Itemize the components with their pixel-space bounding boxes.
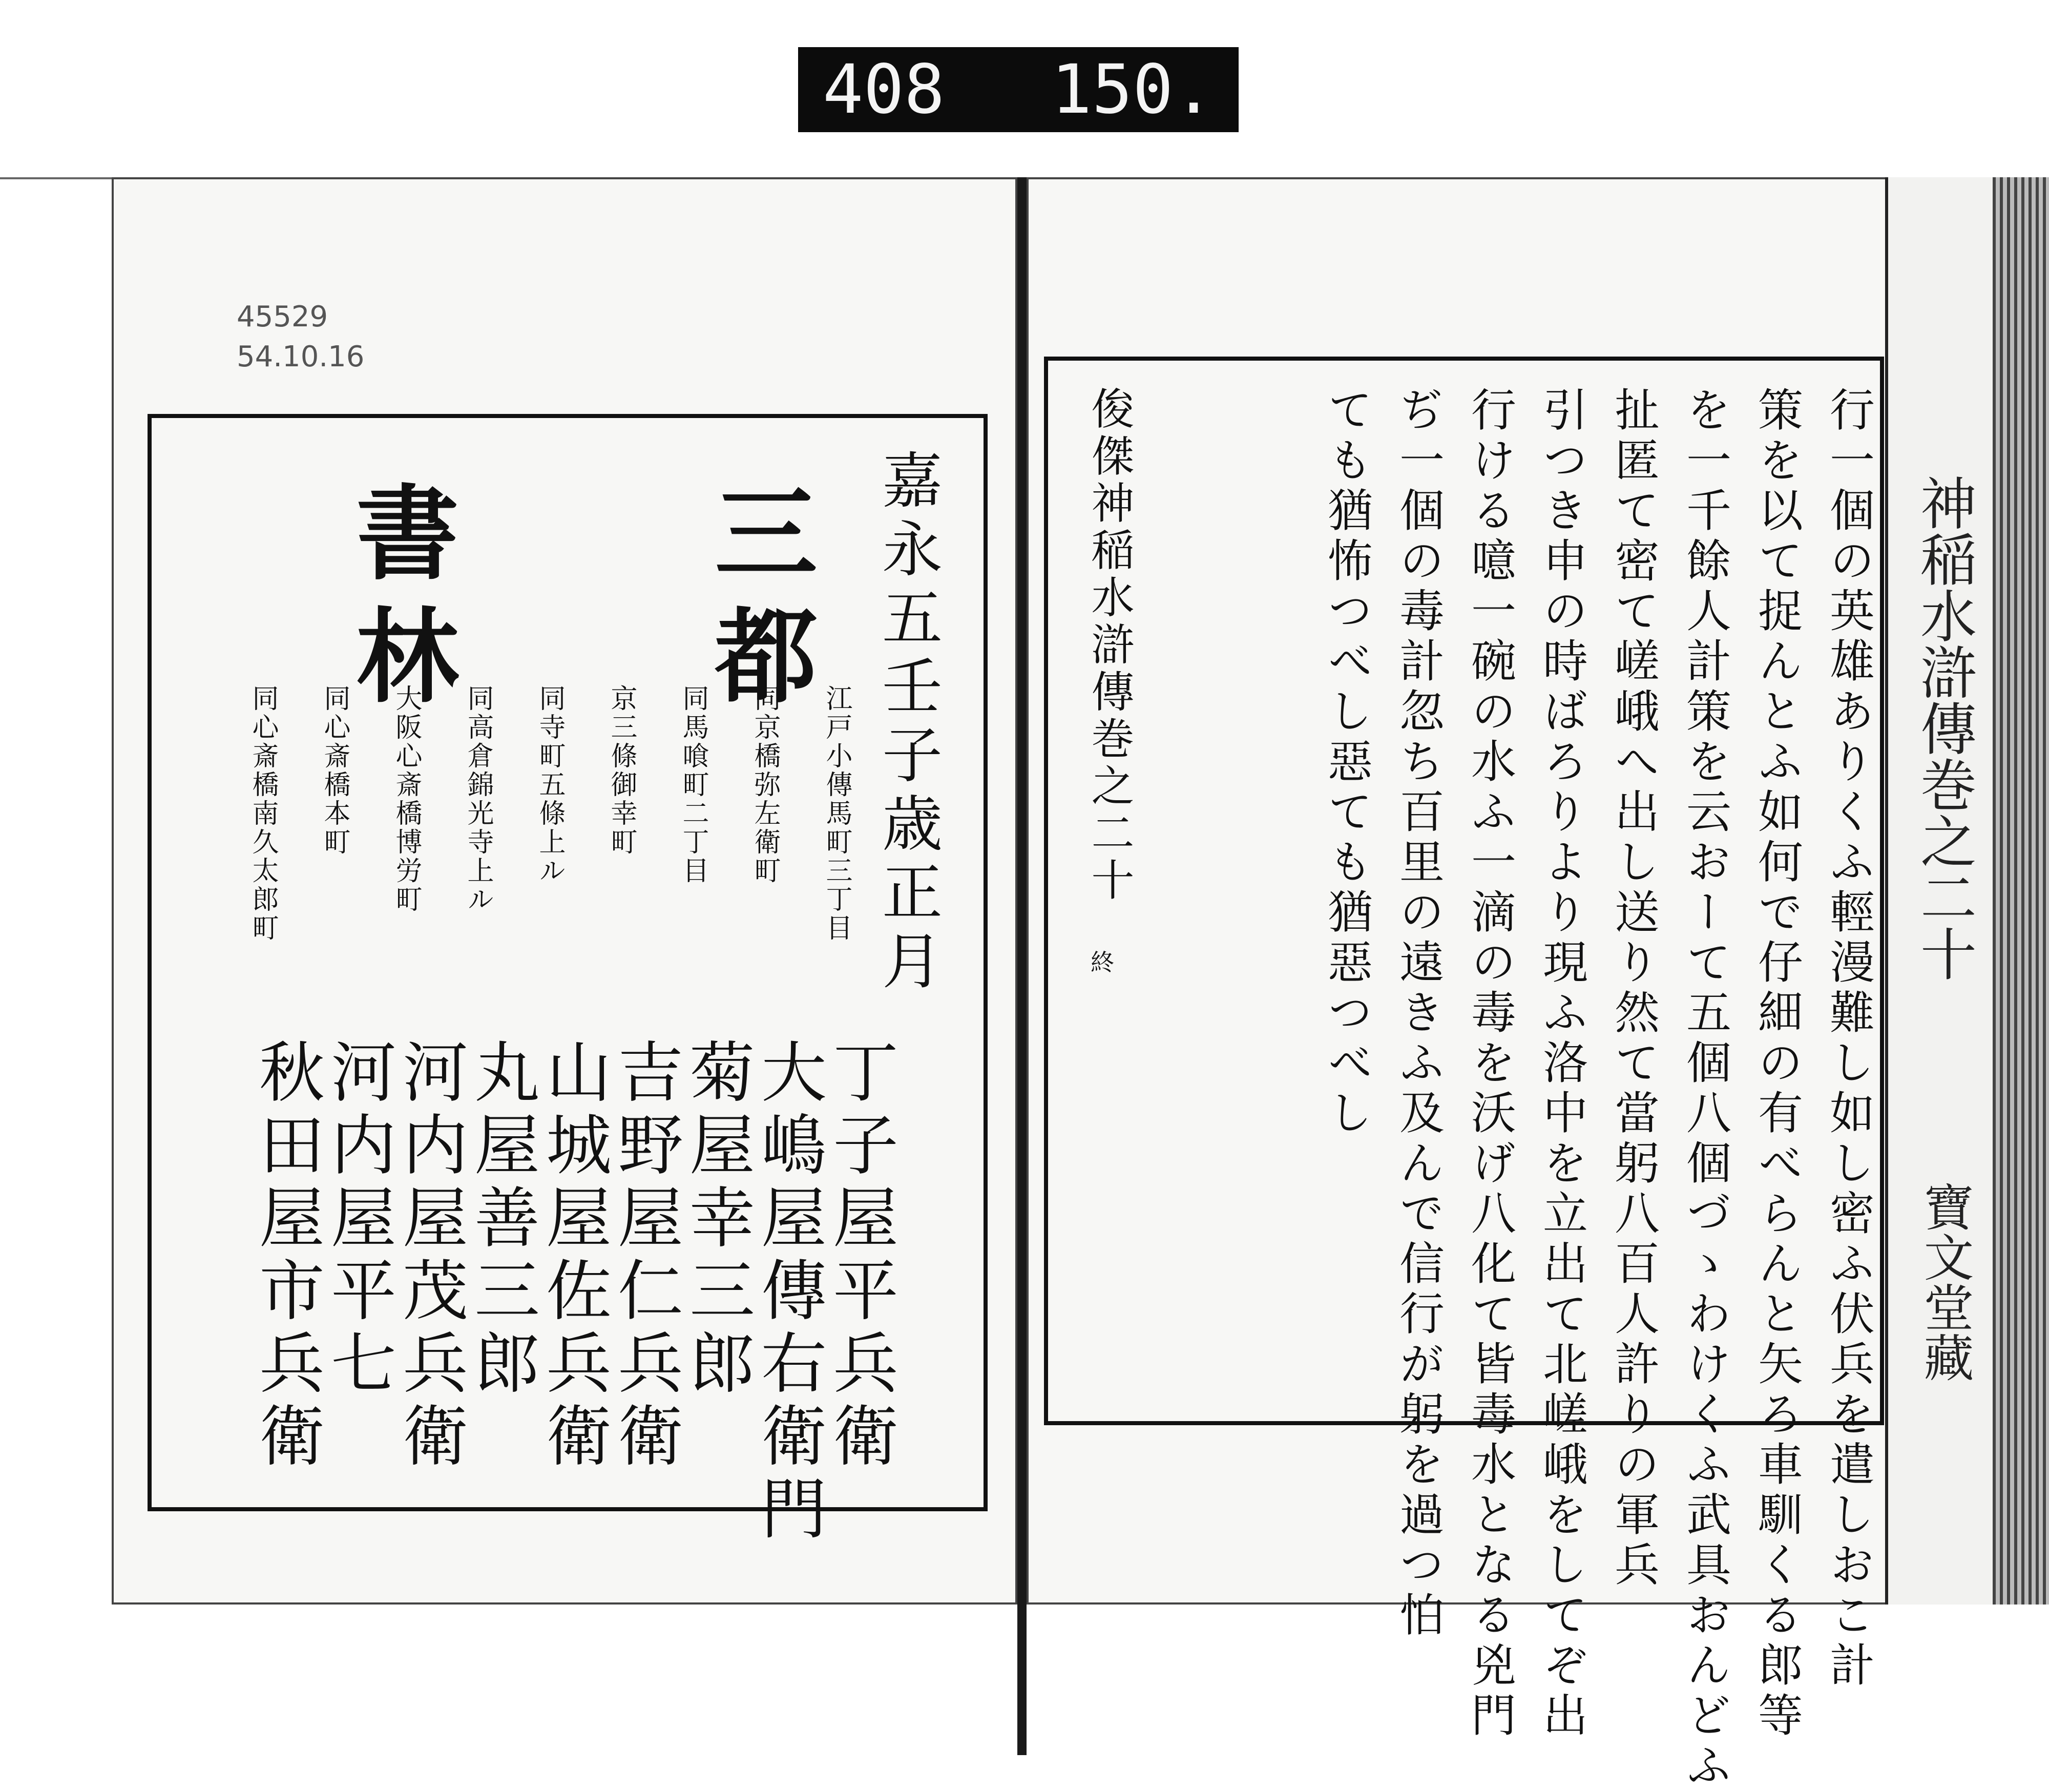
colophon-frame <box>148 414 988 1547</box>
text-column-7: ぢ一個の毒計忽ち百里の遠きふ及んで信行が躬を過つ怕 <box>1392 386 1445 1641</box>
page-stack-shadow <box>1993 177 2049 1605</box>
text-column-5: 引つき申の時ばろりより現ふ洛中を立出て北嵯峨をしてぞ出 <box>1536 386 1588 1742</box>
address-8: 同心斎橋本町 <box>319 684 350 857</box>
accession-stamp <box>237 297 364 377</box>
catalog-label <box>798 47 1239 132</box>
text-column-8: ても猶怖つべし惡ても猶惡つべし <box>1321 386 1373 1139</box>
shop-2: 大嶋屋傳右衛門 <box>750 1038 826 1547</box>
shop-1: 丁子屋平兵衛 <box>822 1038 898 1474</box>
colophon-title-shorin: 書林 <box>339 480 459 725</box>
accession-date: 54.10.16 <box>237 340 365 373</box>
accession-number: 45529 <box>237 300 328 334</box>
address-5: 同寺町五條上ル <box>534 684 565 885</box>
address-6: 同高倉錦光寺上ル <box>463 684 493 914</box>
address-2: 同京橋弥左衛町 <box>749 684 780 885</box>
address-3: 同馬喰町二丁目 <box>678 684 708 885</box>
publication-date: 嘉永五壬子歳正月 <box>872 449 943 998</box>
address-7: 大阪心斎橋博労町 <box>391 684 422 914</box>
closing-title: 俊傑神稲水滸傳巻之二十 <box>1084 386 1135 905</box>
book-spine <box>1017 177 1027 1755</box>
end-mark: 終 <box>1087 950 1115 973</box>
text-page <box>1027 177 1993 1792</box>
volume-number: 408 <box>823 50 945 129</box>
colophon-page <box>112 177 1017 1605</box>
address-9: 同心斎橋南久太郎町 <box>247 684 278 943</box>
shop-6: 丸屋善三郎 <box>463 1038 539 1402</box>
text-column-4: 扯匿て密て嵯峨へ出し送り然て當躬八百人許りの軍兵 <box>1607 386 1660 1591</box>
address-1: 江戸小傳馬町三丁目 <box>821 684 852 943</box>
text-column-2: 策を以て捉んとふ如何で仔細の有べらんと矢ろ車馴くる郎等 <box>1751 386 1804 1742</box>
shop-3: 菊屋幸三郎 <box>678 1038 755 1402</box>
shop-4: 吉野屋仁兵衛 <box>607 1038 683 1474</box>
address-4: 京三條御幸町 <box>606 684 637 857</box>
text-column-6: 行ける噫一碗の水ふ一滴の毒を沃げ八化て皆毒水となる兇門 <box>1464 386 1517 1742</box>
shop-9: 秋田屋市兵衛 <box>248 1038 324 1474</box>
item-number: 150. <box>1051 50 1214 129</box>
edge-publisher: 寶文堂藏 <box>1915 1181 1974 1382</box>
colophon-title-sanbu: 三都 <box>698 480 818 725</box>
text-column-1: 行一個の英雄ありくふ輕漫難し如し密ふ伏兵を遣しおこ計 <box>1823 386 1875 1692</box>
text-frame <box>1044 357 1884 1792</box>
text-column-3: を一千餘人計策を云おーて五個八個づゝわけくふ武具おんどふ <box>1679 386 1732 1792</box>
shop-7: 河内屋茂兵衛 <box>391 1038 468 1474</box>
shop-5: 山城屋佐兵衛 <box>535 1038 611 1474</box>
next-leaf-edge <box>1885 177 2001 1605</box>
shop-8: 河内屋平七 <box>320 1038 396 1402</box>
edge-title: 神稲水滸傳巻之二十 <box>1911 474 1977 982</box>
